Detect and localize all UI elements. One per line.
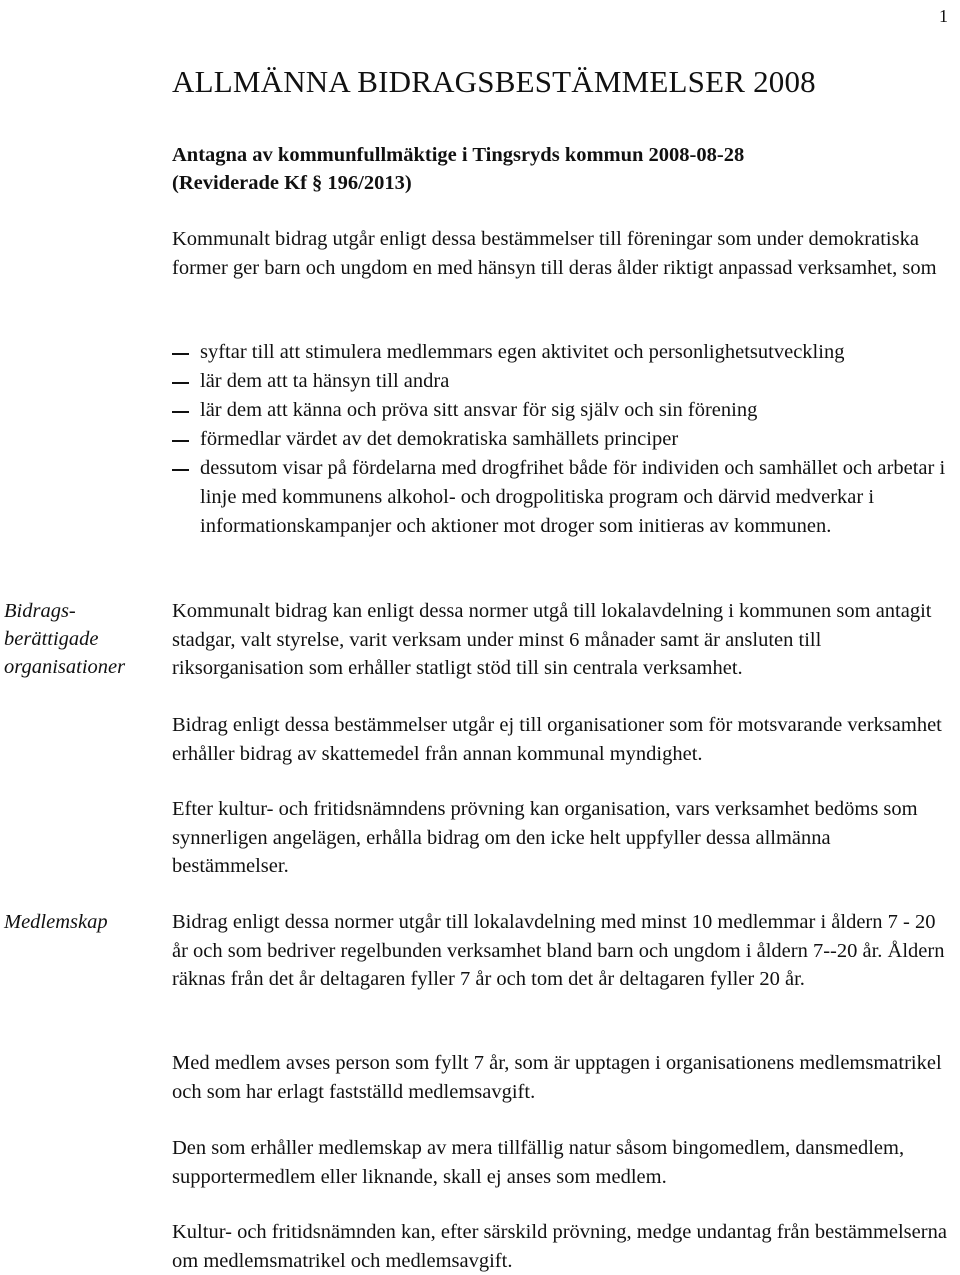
- side-label-line: organisationer: [4, 656, 126, 678]
- organisations-paragraph-1: Kommunalt bidrag kan enligt dessa normer utgå till lokalavdelning i kommunen som antagit stadgar, valt styrelse, varit verksam under minst 6 månader samt är ansluten till riksorganisation som erhåller statligt stöd till sin centrala verksamhet.: [172, 600, 932, 680]
- list-item: [172, 396, 952, 425]
- list-item-text: förmedlar värdet av det demokratiska samhällets principer: [200, 428, 679, 450]
- list-item: [172, 425, 952, 454]
- list-item-text: dessutom visar på fördelarna med drogfrihet både för individen och samhället och arbetar i linje med kommunens alkohol- och drogpolitiska program och därvid medverkar i informationskampanjer och aktioner mot droger som initieras av kommunen.: [200, 457, 946, 537]
- membership-side-label: Medlemskap: [4, 911, 108, 933]
- list-item-text: lär dem att ta hänsyn till andra: [200, 370, 450, 392]
- dash-bullet-icon: [172, 440, 189, 442]
- membership-paragraph-1: Bidrag enligt dessa normer utgår till lokalavdelning med minst 10 medlemmar i åldern 7 - 20 år och som bedriver regelbunden verksamhet bland barn och ungdom i åldern 7--20 år. Åldern räknas från det år deltagaren fyller 7 år och tom det år deltagaren fyller 20 år.: [172, 911, 945, 991]
- page-title: ALLMÄNNA BIDRAGSBESTÄMMELSER 2008: [172, 64, 816, 99]
- membership-paragraph-4: Kultur- och fritidsnämnden kan, efter särskild prövning, medge undantag från bestämmelserna om medlemsmatrikel och medlemsavgift.: [172, 1221, 947, 1272]
- subtitle-line-2: (Reviderade Kf § 196/2013): [172, 172, 412, 194]
- intro-paragraph: Kommunalt bidrag utgår enligt dessa bestämmelser till föreningar som under demokratiska former ger barn och ungdom en med hänsyn till deras ålder riktigt anpassad verksamhet, som: [172, 228, 937, 279]
- list-item: [172, 454, 952, 541]
- side-label-line: Bidrags-: [4, 600, 76, 622]
- dash-bullet-icon: [172, 469, 189, 471]
- list-item-text: lär dem att känna och pröva sitt ansvar för sig själv och sin förening: [200, 399, 758, 421]
- organisations-paragraph-3: Efter kultur- och fritidsnämndens prövning kan organisation, vars verksamhet bedöms som synnerligen angelägen, erhålla bidrag om den icke helt uppfyller dessa allmänna bestämmelser.: [172, 798, 918, 878]
- dash-bullet-icon: [172, 353, 189, 355]
- membership-paragraph-3: Den som erhåller medlemskap av mera tillfällig natur såsom bingomedlem, dansmedlem, supportermedlem eller liknande, skall ej anses som medlem.: [172, 1137, 905, 1188]
- adoption-subtitle: [172, 141, 744, 197]
- list-item-text: syftar till att stimulera medlemmars egen aktivitet och personlighetsutveckling: [200, 341, 845, 363]
- membership-paragraph-2: Med medlem avses person som fyllt 7 år, som är upptagen i organisationens medlemsmatrikel och som har erlagt fastställd medlemsavgift.: [172, 1052, 942, 1103]
- dash-bullet-icon: [172, 382, 189, 384]
- subtitle-line-1: Antagna av kommunfullmäktige i Tingsryds kommun 2008-08-28: [172, 144, 745, 166]
- list-item: [172, 367, 952, 396]
- organisations-paragraph-2: Bidrag enligt dessa bestämmelser utgår ej till organisationer som för motsvarande verksamhet erhåller bidrag av skattemedel från annan kommunal myndighet.: [172, 714, 942, 765]
- purpose-list: [172, 338, 952, 541]
- organisations-side-label: [4, 597, 164, 681]
- dash-bullet-icon: [172, 411, 189, 413]
- list-item: [172, 338, 952, 367]
- page-number: 1: [939, 6, 948, 26]
- side-label-line: berättigade: [4, 628, 99, 650]
